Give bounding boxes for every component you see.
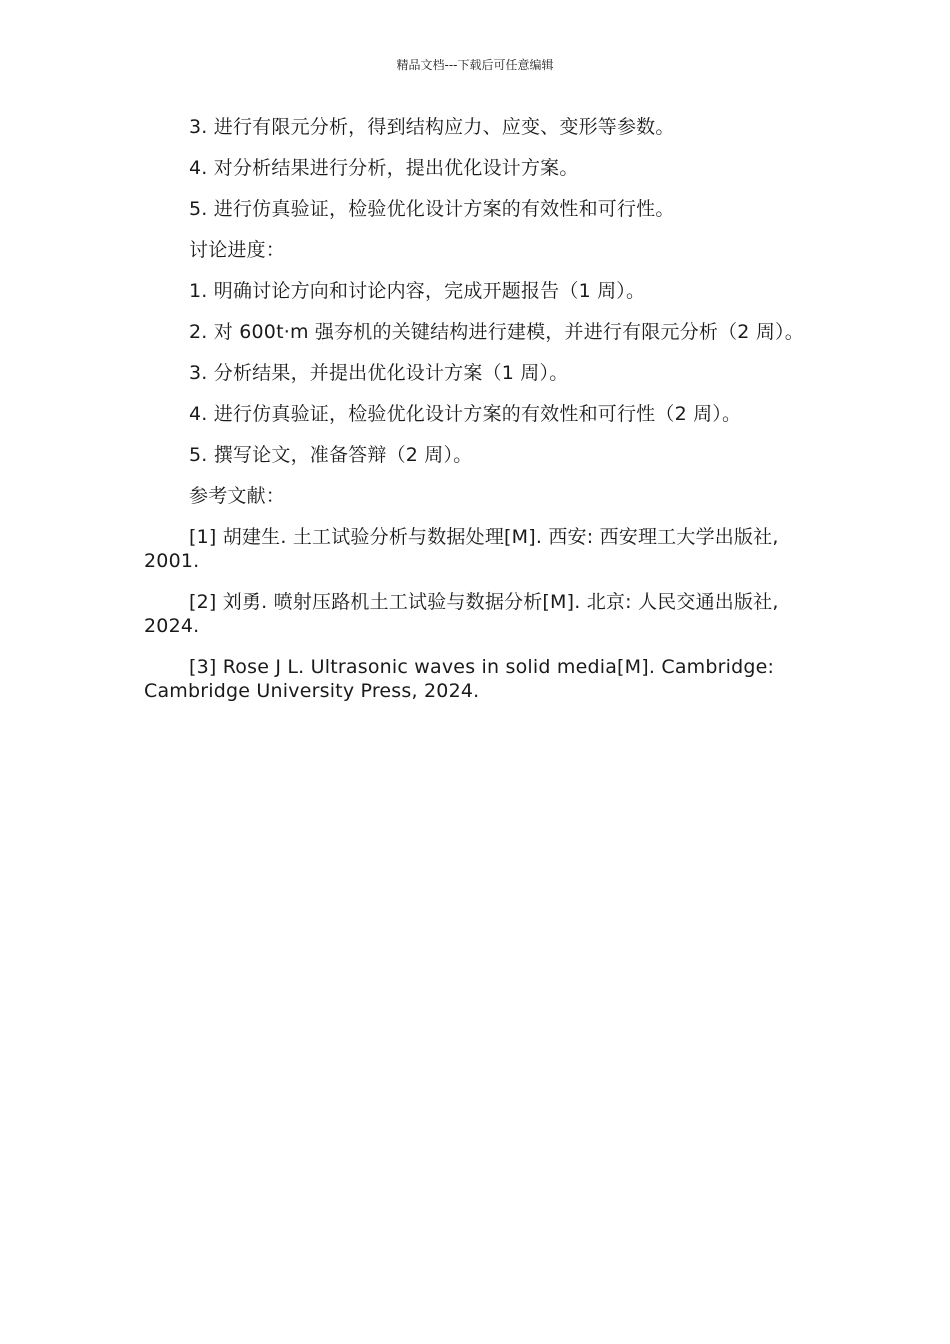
document-body	[144, 115, 804, 720]
schedule-item-5: 5. 撰写论文，准备答辩（2 周）。	[189, 444, 473, 466]
schedule-item-4: 4. 进行仿真验证，检验优化设计方案的有效性和可行性（2 周）。	[189, 403, 742, 425]
schedule-item-1: 1. 明确讨论方向和讨论内容，完成开题报告（1 周）。	[189, 280, 646, 302]
step-5-paragraph: 5. 进行仿真验证，检验优化设计方案的有效性和可行性。	[189, 198, 675, 220]
reference-2: [2] 刘勇. 喷射压路机土工试验与数据分析[M]. 北京: 人民交通出版社, 2024.	[144, 591, 779, 637]
reference-1: [1] 胡建生. 土工试验分析与数据处理[M]. 西安: 西安理工大学出版社, 2001.	[144, 526, 779, 572]
page-header: 精品文档---下载后可任意编辑	[396, 58, 554, 72]
step-4-paragraph: 4. 对分析结果进行分析，提出优化设计方案。	[189, 157, 579, 179]
schedule-item-2: 2. 对 600t·m 强夯机的关键结构进行建模，并进行有限元分析（2 周）。	[189, 321, 804, 343]
references-heading: 参考文献：	[189, 485, 286, 507]
reference-3: [3] Rose J L. Ultrasonic waves in solid media[M]. Cambridge: Cambridge University Press, 2024.	[144, 656, 775, 702]
schedule-item-3: 3. 分析结果，并提出优化设计方案（1 周）。	[189, 362, 569, 384]
schedule-heading: 讨论进度：	[189, 239, 286, 261]
step-3-paragraph: 3. 进行有限元分析，得到结构应力、应变、变形等参数。	[189, 116, 675, 138]
